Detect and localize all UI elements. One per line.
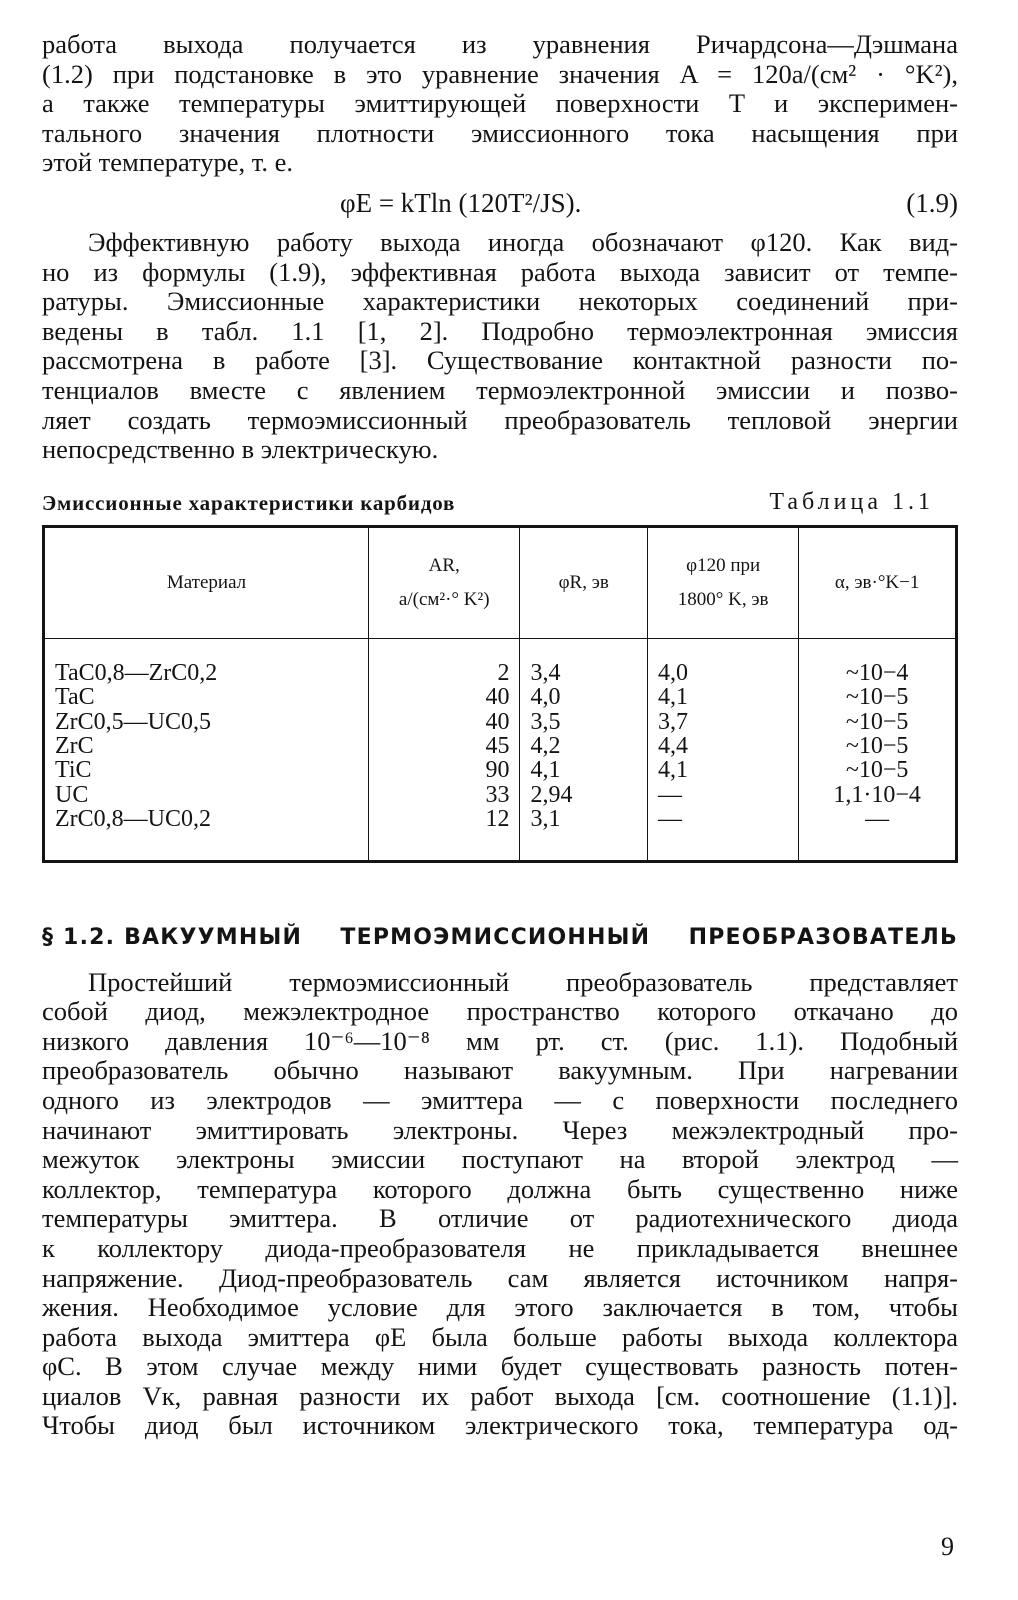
header-phi120-symbol: φ120 при [686,554,761,576]
table-cell: ~10−4 [845,659,909,686]
equation-number: (1.9) [906,187,958,218]
section-number [42,925,302,950]
table-cell: ZrC0,8—UC0,2 [55,806,211,833]
text-line: ляет создать термоэмиссионный преобразователь тепловой энергии [42,404,958,435]
table-cell: 45 [485,732,510,759]
header-ar [369,526,520,638]
header-alpha: α, эв·°K−1 [799,526,957,638]
header-phi120 [647,526,798,638]
text-line: работа выхода получается из уравнения Ричардсона—Дэшмана [42,29,958,59]
table-body [44,638,957,861]
table-cell: 12 [485,806,510,833]
text-line: температуры эмиттера. В отличие от радиотехнического диода [42,1203,958,1234]
text-line: циалов Vк, равная разности их работ выхода [см. соотношение (1.1)]. [42,1380,958,1411]
table-cell: 33 [485,781,510,808]
third-paragraph [42,968,958,1442]
column-phi-r [520,638,648,861]
table-cell: TaC [55,684,95,711]
column-alpha [799,638,957,861]
text-line: жения. Необходимое условие для этого заключается в том, чтобы [42,1292,958,1323]
equation-formula: φE = kTln (120T²/JS). [340,187,582,218]
text-line: преобразователь обычно называют вакуумным. При нагревании [42,1055,958,1086]
header-phi-r: φR, эв [520,526,648,638]
section-word: ТЕРМОЭМИССИОННЫЙ [340,924,651,950]
table-cell: TaC0,8—ZrC0,2 [55,659,218,686]
text-line: ведены в табл. 1.1 [1, 2]. Подробно термоэлектронная эмиссия [42,315,958,346]
text-line: но из формулы (1.9), эффективная работа выхода зависит от темпе- [42,256,958,287]
table-cell: 4,1 [530,757,561,784]
book-page [42,30,958,1441]
table-cell: ~10−5 [845,757,909,784]
table-cell: ~10−5 [845,708,909,735]
table-cell: 4,4 [657,732,688,759]
text-line: тенциалов вместе с явлением термоэлектронной эмиссии и позво- [42,374,958,405]
text-line: а также температуры эмиттирующей поверхности T и эксперимен- [42,88,958,119]
table-cell: 40 [485,708,510,735]
header-material: Материал [44,526,369,638]
emission-table [42,525,958,863]
text-line: (1.2) при подстановке в это уравнение значения A = 120a/(см² · °K²), [42,58,958,89]
text-line: напряжение. Диод-преобразователь сам является источником напря- [42,1262,958,1293]
table-cell: TiC [55,757,92,784]
table-cell: 90 [485,757,510,784]
table-cell: 4,0 [657,659,688,686]
text-line: рассмотрена в работе [3]. Существование контактной разности по- [42,345,958,376]
text-line: коллектор, температура которого должна быть существенно ниже [42,1173,958,1204]
table-cell: 2,94 [530,781,573,808]
text-line: низкого давления 10⁻⁶—10⁻⁸ мм рт. ст. (рис. 1.1). Подобный [42,1025,958,1056]
text-line: этой температуре, т. е. [42,147,294,178]
table-cell: 4,0 [530,684,561,711]
table-cell: 2 [497,659,510,686]
section-number-text: § 1.2. [42,924,116,950]
text-line: непосредственно в электрическую. [42,434,439,465]
column-phi120 [647,638,798,861]
second-paragraph [42,228,958,465]
text-line: собой диод, межэлектродное пространство которого откачано до [42,996,958,1027]
equation-1-9 [42,180,958,224]
table-cell: ZrC [55,732,94,759]
table-cell: — [657,781,682,808]
table-cell: 4,1 [657,684,688,711]
text-line: φC. В этом случае между ними будет существовать разность потен- [42,1351,958,1382]
table-cell: ~10−5 [845,684,909,711]
text-line: Чтобы диод был источником электрического тока, температура од- [42,1410,958,1441]
table-cell: 3,7 [657,708,688,735]
header-ar-unit: a/(см²·° K²) [398,588,490,610]
section-word: ПРЕОБРАЗОВАТЕЛЬ [688,924,958,950]
top-paragraph [42,30,958,178]
table-cell: 3,5 [530,708,561,735]
header-ar-symbol: AR, [428,554,460,576]
table-cell: ~10−5 [845,732,909,759]
text-line: начинают эмиттировать электроны. Через межэлектродный про- [42,1114,958,1145]
column-ar [369,638,520,861]
table-cell: 1,1·10−4 [833,781,921,808]
table-cell: 3,4 [530,659,561,686]
table-cell: UC [55,781,89,808]
table-title: Эмиссионные характеристики карбидов [42,490,456,515]
table-header-row [44,526,957,638]
text-line: одного из электродов — эмиттера — с поверхности последнего [42,1084,958,1115]
table-cell: 4,2 [530,732,561,759]
table-cell: 3,1 [530,806,561,833]
text-line: к коллектору диода-преобразователя не прикладывается внешнее [42,1232,958,1263]
table-label: Таблица 1.1 [769,488,934,515]
column-material [44,638,369,861]
header-phi120-temp: 1800° K, эв [677,588,769,610]
text-line: Эффективную работу выхода иногда обозначают φ120. Как вид- [88,226,958,257]
table-cell: — [657,806,682,833]
text-line: межуток электроны эмиссии поступают на второй электрод — [42,1144,958,1175]
table-caption [42,485,958,519]
text-line: тального значения плотности эмиссионного тока насыщения при [42,117,958,148]
section-heading [42,925,958,950]
page-number: 9 [941,1532,954,1561]
table-cell: — [865,806,890,833]
table-cell: 40 [485,684,510,711]
text-line: Простейший термоэмиссионный преобразователь представляет [88,966,958,997]
table-cell: ZrC0,5—UC0,5 [55,708,211,735]
section-word: ВАКУУМНЫЙ [124,924,303,950]
table-cell: 4,1 [657,757,688,784]
text-line: работа выхода эмиттера φE была больше работы выхода коллектора [42,1321,958,1352]
text-line: ратуры. Эмиссионные характеристики некоторых соединений при- [42,286,958,317]
